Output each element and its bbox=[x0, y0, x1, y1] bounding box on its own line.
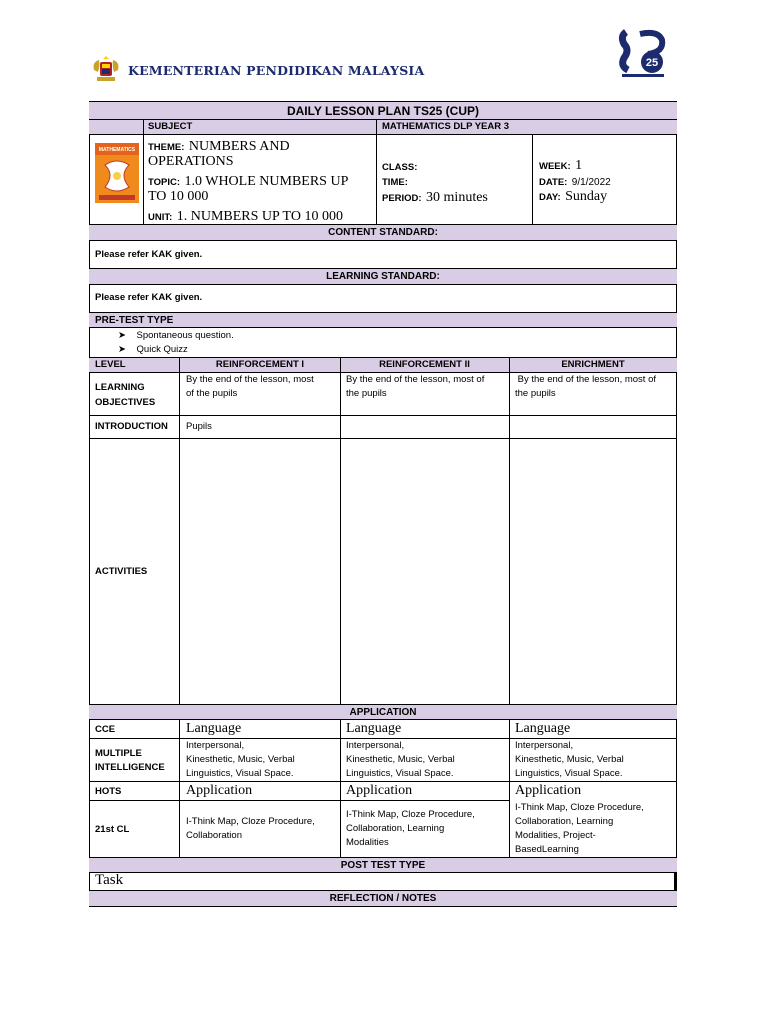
cl21-label: 21st CL bbox=[95, 824, 130, 835]
learning-standard-text: Please refer KAK given. bbox=[95, 292, 203, 303]
activities-en-cell[interactable] bbox=[510, 439, 676, 704]
theme-line1: NUMBERS AND bbox=[188, 139, 290, 154]
week-value: 1 bbox=[575, 158, 583, 173]
cl21-en: I-Think Map, Cloze Procedure, Collaboration, Learning Modalities, Project- BasedLearning bbox=[515, 802, 644, 855]
ts25-logo-icon bbox=[618, 26, 668, 82]
cce-r1: Language bbox=[186, 721, 242, 736]
day-value: Sunday bbox=[565, 189, 608, 204]
activities-r2-cell[interactable] bbox=[341, 439, 509, 704]
unit-label: UNIT: bbox=[148, 212, 173, 223]
introduction-label: INTRODUCTION bbox=[95, 421, 168, 432]
activities-label: ACTIVITIES bbox=[95, 566, 148, 577]
week-label: WEEK: bbox=[539, 161, 571, 172]
theme-line2: OPERATIONS bbox=[148, 154, 234, 169]
hots-label: HOTS bbox=[95, 786, 122, 797]
date-label: DATE: bbox=[539, 177, 568, 188]
topic-line1: 1.0 WHOLE NUMBERS UP bbox=[184, 174, 349, 189]
lesson-plan-title: DAILY LESSON PLAN TS25 (CUP) bbox=[89, 101, 677, 120]
cce-label: CCE bbox=[95, 724, 116, 735]
mi-en: Interpersonal, Kinesthetic, Music, Verbal Linguistics, Visual Space. bbox=[515, 740, 624, 779]
objective-en: By the end of the lesson, most of the pupils bbox=[515, 374, 656, 399]
mi-label: MULTIPLE INTELLIGENCE bbox=[95, 748, 165, 773]
enrichment-header: ENRICHMENT bbox=[561, 359, 625, 370]
ministry-header bbox=[90, 55, 424, 85]
theme-label: THEME: bbox=[148, 142, 185, 153]
level-label: LEVEL bbox=[95, 359, 126, 370]
hots-r2: Application bbox=[346, 783, 413, 798]
hots-r1: Application bbox=[186, 783, 253, 798]
textbook-cover-icon bbox=[95, 143, 139, 203]
topic-line2: TO 10 000 bbox=[148, 189, 209, 204]
subject-value: MATHEMATICS DLP YEAR 3 bbox=[382, 121, 510, 132]
malaysia-crest-icon bbox=[90, 56, 122, 84]
pretest-item: ➤ Quick Quizz bbox=[118, 344, 188, 355]
cce-en: Language bbox=[515, 721, 571, 736]
posttest-value[interactable]: Task bbox=[95, 872, 124, 888]
pretest-item: ➤ Spontaneous question. bbox=[118, 330, 234, 341]
date-value: 9/1/2022 bbox=[571, 177, 611, 188]
reinforcement-1-header: REINFORCEMENT I bbox=[215, 359, 305, 370]
mi-r2: Interpersonal, Kinesthetic, Music, Verbal Linguistics, Visual Space. bbox=[346, 740, 455, 779]
objective-r1: By the end of the lesson, most of the pupils bbox=[186, 374, 314, 399]
pretest-header: PRE-TEST TYPE bbox=[89, 312, 677, 328]
hots-en: Application bbox=[515, 783, 582, 798]
introduction-text: Pupils bbox=[186, 421, 212, 432]
topic-label: TOPIC: bbox=[148, 177, 181, 188]
learning-objectives-label: LEARNING OBJECTIVES bbox=[95, 382, 156, 408]
cl21-r2: I-Think Map, Cloze Procedure, Collaboration, Learning Modalities bbox=[346, 809, 475, 848]
day-label: DAY: bbox=[539, 192, 561, 203]
ministry-name: KEMENTERIAN PENDIDIKAN MALAYSIA bbox=[128, 62, 425, 78]
time-label: TIME: bbox=[382, 177, 408, 188]
learning-standard-header: LEARNING STANDARD: bbox=[89, 268, 677, 285]
period-value: 30 minutes bbox=[426, 190, 488, 205]
reflection-header: REFLECTION / NOTES bbox=[89, 890, 677, 907]
objective-r2: By the end of the lesson, most of the pupils bbox=[346, 374, 485, 399]
content-standard-text: Please refer KAK given. bbox=[95, 249, 203, 260]
subject-label: SUBJECT bbox=[148, 121, 193, 132]
content-standard-header: CONTENT STANDARD: bbox=[89, 224, 677, 241]
activities-r1-cell[interactable] bbox=[180, 439, 340, 704]
class-label: CLASS: bbox=[382, 162, 418, 173]
textbook-cover-title: MATHEMATICS bbox=[98, 147, 136, 153]
application-header: APPLICATION bbox=[89, 704, 677, 720]
ts25-logo-text: 25 bbox=[645, 57, 659, 69]
unit-value: 1. NUMBERS UP TO 10 000 bbox=[176, 209, 343, 224]
period-label: PERIOD: bbox=[382, 193, 422, 204]
cl21-r1: I-Think Map, Cloze Procedure, Collaboration bbox=[186, 816, 315, 841]
reinforcement-2-header: REINFORCEMENT II bbox=[379, 359, 470, 370]
mi-r1: Interpersonal, Kinesthetic, Music, Verbal Linguistics, Visual Space. bbox=[186, 740, 295, 779]
cce-r2: Language bbox=[346, 721, 402, 736]
posttest-header: POST TEST TYPE bbox=[89, 857, 677, 873]
